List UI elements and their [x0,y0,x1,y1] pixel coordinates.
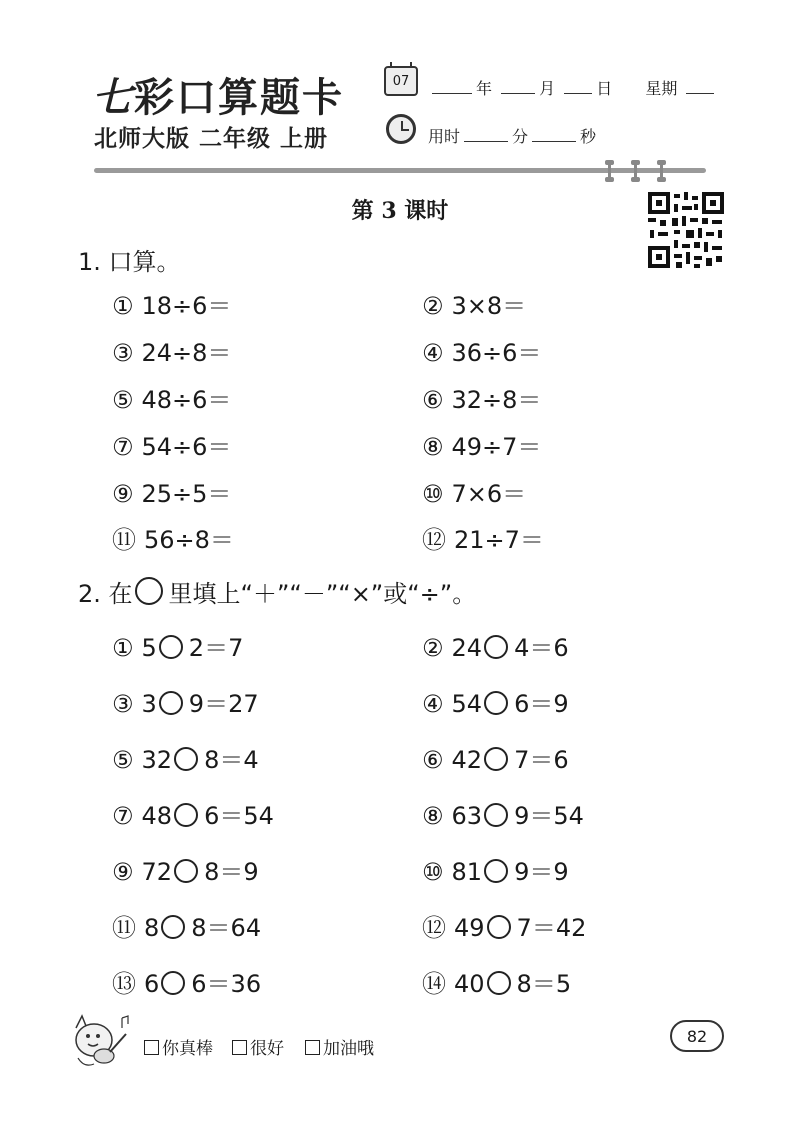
right-side: 9＝9 [514,858,569,886]
section2-heading-end: 里填上“＋”“－”“×”或“÷”。 [168,580,477,608]
brand-rest: 彩口算题卡 [134,74,344,121]
problem-expression: 3×8＝ [451,292,527,320]
rating-option-keep-going[interactable] [305,1034,374,1059]
problem-expression: 25÷5＝ [141,480,232,508]
operator-circle-input[interactable] [161,971,185,995]
calendar-icon [384,66,418,96]
mascot-guitar-icon [66,1012,136,1072]
problem-number: ⑤ [112,746,134,774]
rating-label: 很好 [250,1039,284,1059]
operator-circle-input[interactable] [484,803,508,827]
left-operand: 8 [144,914,160,942]
problem-expression: 49÷7＝ [451,433,542,461]
left-operand: 72 [141,858,173,886]
problem-number: ⑨ [112,858,134,886]
year-label: 年 [476,79,493,98]
day-label: 日 [596,79,613,98]
left-operand: 3 [141,690,157,718]
problem-item [112,286,231,321]
left-operand: 6 [144,970,160,998]
problem-number: ⑧ [422,802,444,830]
problem-number: ⑫ [422,526,446,554]
right-side: 2＝7 [188,634,244,662]
problem-number: ⑪ [112,526,136,554]
checkbox-icon[interactable] [305,1040,320,1055]
problem-item [422,380,541,415]
rating-label: 加油哦 [323,1039,374,1059]
problem-item [422,427,541,462]
problem-number: ② [422,634,444,662]
lesson-title: 第 3 课时 [351,198,449,224]
year-blank[interactable] [432,79,472,94]
problem-expression: 21÷7＝ [454,526,544,554]
right-side: 8＝4 [204,746,259,774]
fill-problem [422,964,571,999]
divider-rivet [608,160,611,182]
problem-expression: 54÷6＝ [141,433,232,461]
problem-number: ⑤ [112,386,134,414]
fill-problem [112,740,259,775]
fill-problem [422,628,569,663]
problem-item [422,474,526,509]
problem-number: ② [422,292,444,320]
minutes-blank[interactable] [464,127,508,142]
problem-number: ⑥ [422,386,444,414]
fill-problem [112,964,261,999]
problem-item [112,427,231,462]
left-operand: 24 [451,634,483,662]
right-side: 7＝6 [514,746,569,774]
blank-circle-icon [135,577,163,605]
operator-circle-input[interactable] [484,691,508,715]
problem-expression: 48÷6＝ [141,386,232,414]
problem-number: ⑫ [422,914,446,942]
fill-problem [422,908,586,943]
problem-number: ⑥ [422,746,444,774]
divider-rivet [634,160,637,182]
problem-item [112,474,231,509]
problem-number: ③ [112,690,134,718]
fill-problem [422,684,569,719]
problem-expression: 7×6＝ [451,480,527,508]
date-fill-line [428,76,718,99]
edition-label: 北师大版 二年级 上册 [94,126,329,152]
operator-circle-input[interactable] [159,691,183,715]
qr-code-icon[interactable] [646,190,726,270]
section2-heading [78,574,476,609]
checkbox-icon[interactable] [232,1040,247,1055]
left-operand: 5 [141,634,157,662]
operator-circle-input[interactable] [487,971,511,995]
page-number: 82 [670,1020,724,1052]
problem-expression: 36÷6＝ [451,339,542,367]
problem-number: ⑩ [422,858,444,886]
problem-number: ⑩ [422,480,444,508]
operator-circle-input[interactable] [484,859,508,883]
problem-number: ⑭ [422,970,446,998]
fill-problem [112,796,274,831]
left-operand: 63 [451,802,483,830]
operator-circle-input[interactable] [161,915,185,939]
seconds-label: 秒 [580,127,597,146]
checkbox-icon[interactable] [144,1040,159,1055]
left-operand: 81 [451,858,483,886]
problem-item [422,520,544,555]
section2-heading-start: 2. 在 [78,580,133,608]
left-operand: 49 [454,914,485,942]
month-blank[interactable] [501,79,535,94]
clock-icon [386,114,416,144]
month-label: 月 [539,79,556,98]
calendar-day: 07 [392,74,410,89]
problem-item [422,286,526,321]
left-operand: 32 [141,746,173,774]
problem-number: ③ [112,339,134,367]
problem-expression: 18÷6＝ [141,292,232,320]
operator-circle-input[interactable] [174,803,198,827]
problem-number: ⑬ [112,970,136,998]
fill-problem [112,684,259,719]
right-side: 9＝54 [514,802,584,830]
fill-problem [422,852,569,887]
right-side: 4＝6 [514,634,569,662]
right-side: 9＝27 [188,690,259,718]
problem-item [422,333,541,368]
seconds-blank[interactable] [532,127,576,142]
right-side: 6＝54 [204,802,274,830]
time-used-label: 用时 [428,127,461,146]
problem-item [112,380,231,415]
operator-circle-input[interactable] [484,747,508,771]
day-blank[interactable] [564,79,592,94]
operator-circle-input[interactable] [487,915,511,939]
right-side: 8＝9 [204,858,259,886]
problem-number: ⑦ [112,802,134,830]
operator-circle-input[interactable] [174,747,198,771]
problem-number: ④ [422,339,444,367]
weekday-blank[interactable] [686,79,714,94]
problem-item [112,333,231,368]
problem-expression: 24÷8＝ [141,339,232,367]
problem-item [112,520,234,555]
operator-circle-input[interactable] [174,859,198,883]
problem-number: ⑦ [112,433,134,461]
left-operand: 48 [141,802,173,830]
fill-problem [112,908,261,943]
operator-circle-input[interactable] [159,635,183,659]
fill-problem [422,796,584,831]
left-operand: 54 [451,690,483,718]
left-operand: 42 [451,746,483,774]
operator-circle-input[interactable] [484,635,508,659]
problem-number: ⑨ [112,480,134,508]
right-side: 6＝9 [514,690,569,718]
right-side: 7＝42 [516,914,587,942]
time-fill-line [428,124,596,147]
right-side: 8＝5 [516,970,572,998]
rating-option-great[interactable] [144,1034,213,1059]
rating-option-good[interactable] [232,1034,284,1059]
minutes-label: 分 [512,127,529,146]
brand-seven: 七 [92,74,134,121]
problem-number: ④ [422,690,444,718]
problem-expression: 56÷8＝ [144,526,234,554]
problem-number: ⑪ [112,914,136,942]
brand-title [92,66,344,123]
problem-expression: 32÷8＝ [451,386,542,414]
fill-problem [112,852,259,887]
section1-heading: 1. 口算。 [78,248,181,276]
problem-number: ① [112,634,134,662]
header-divider [94,168,706,173]
fill-problem [112,628,243,663]
rating-label: 你真棒 [162,1039,213,1059]
problem-number: ⑧ [422,433,444,461]
right-side: 8＝64 [191,914,262,942]
left-operand: 40 [454,970,485,998]
divider-rivet [660,160,663,182]
problem-number: ① [112,292,134,320]
right-side: 6＝36 [191,970,262,998]
fill-problem [422,740,569,775]
weekday-label: 星期 [645,79,678,98]
